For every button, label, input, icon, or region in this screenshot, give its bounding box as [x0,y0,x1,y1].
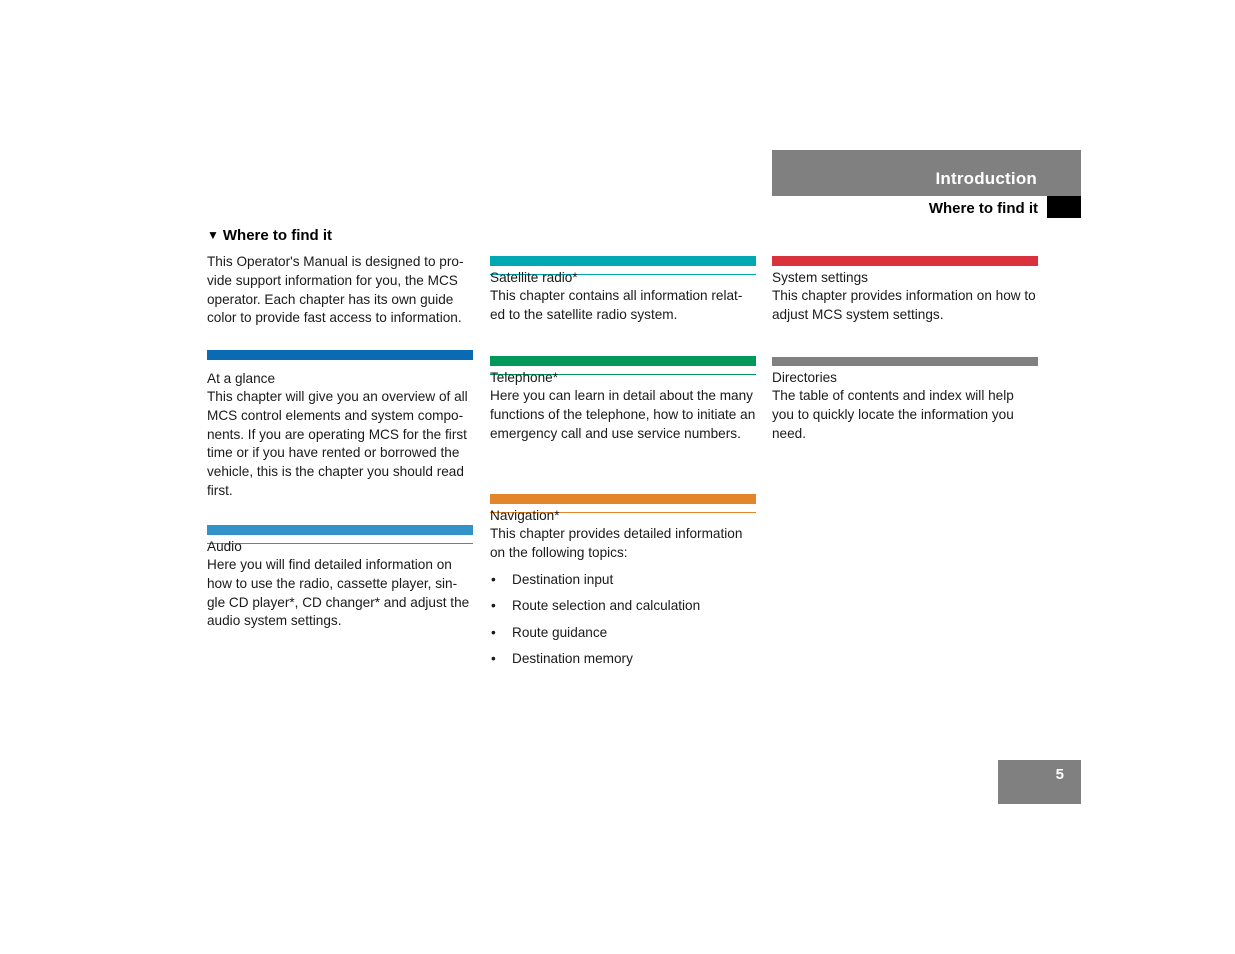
chapter-text-satellite-radio: This chapter contains all information relat-ed to the satellite radio system. [490,288,743,322]
section-heading [207,227,332,244]
navigation-topic-list [490,571,756,669]
chapter-text-system-settings: This chapter provides information on how to adjust MCS system settings. [772,288,1036,322]
column-left [207,253,473,629]
chapter-audio [207,525,473,631]
chapter-title-at-a-glance: At a glance [207,371,276,386]
chapter-text-directories: The table of contents and index will help you to quickly locate the information you need. [772,388,1014,441]
chapter-directories [772,357,1038,443]
chapter-text-at-a-glance: This chapter will give you an overview of all MCS control elements and system compo-nents. If you are operating MCS for the first time or if you have rented or borrowed the vehicle, this is the chapter you should read first. [207,389,468,498]
section-heading-text: Where to find it [222,227,333,244]
color-bar [490,494,756,504]
chapter-navigation [490,494,756,677]
page-number: 5 [1055,766,1064,783]
list-item: • Destination memory [490,650,756,668]
color-bar [207,525,473,535]
color-bar [490,256,756,266]
list-item: • Destination input [490,571,756,589]
chapter-title: Introduction [935,169,1037,188]
chapter-tab-marker [1047,196,1081,218]
chapter-text-telephone: Here you can learn in detail about the many functions of the telephone, how to initiate an emergency call and use service numbers. [490,388,756,441]
list-item: • Route guidance [490,624,756,642]
chapter-text-navigation: This chapter provides detailed information on the following topics: [490,526,743,560]
chapter-at-a-glance [207,350,473,501]
page-number-box [998,760,1081,804]
chapter-header-bar [772,150,1081,196]
list-item: • Route selection and calculation [490,597,756,615]
section-subtitle: Where to find it [928,200,1038,217]
chapter-system-settings [772,256,1038,325]
chapter-title-audio: Audio [207,539,242,554]
chapter-title-navigation: Navigation* [490,508,560,523]
color-bar [207,350,473,360]
color-bar [490,356,756,366]
chapter-title-directories: Directories [772,370,837,385]
intro-paragraph: This Operator's Manual is designed to pro-vide support information for you, the MCS operator. Each chapter has its own guide color to provide fast access to information. [207,254,464,326]
color-bar [772,357,1038,366]
chapter-title-system-settings: System settings [772,270,868,285]
chapter-telephone [490,356,756,443]
chapter-satellite-radio [490,256,756,325]
chapter-title-satellite-radio: Satellite radio* [490,270,578,285]
chapter-title-telephone: Telephone* [490,370,559,385]
color-bar [772,256,1038,266]
chapter-text-audio: Here you will find detailed information on how to use the radio, cassette player, sin-gle CD player*, CD changer* and adjust the audio system settings. [207,557,470,629]
triangle-down-icon: ▼ [207,228,219,242]
